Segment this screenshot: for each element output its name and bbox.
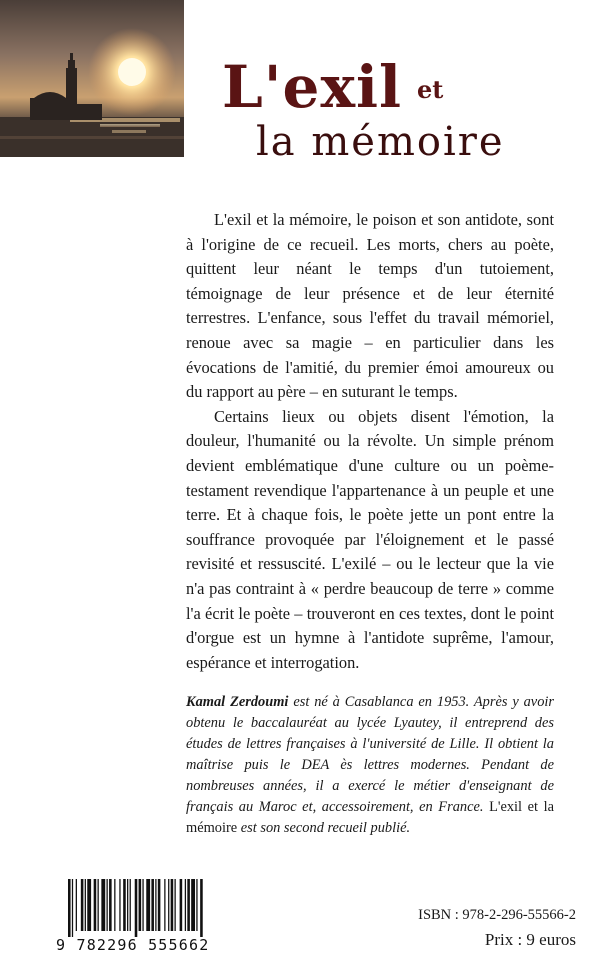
barcode-bar xyxy=(127,879,128,931)
barcode-bar xyxy=(164,879,165,931)
barcode-bar xyxy=(187,879,190,931)
barcode-bar xyxy=(109,879,112,931)
barcode-digits: 9 782296 555662 xyxy=(56,936,210,954)
title-line-2: la mémoire xyxy=(256,119,505,165)
isbn: ISBN : 978-2-296-55566-2 xyxy=(418,907,576,923)
barcode-bar xyxy=(158,879,161,931)
bio-text: est né à Casablanca en 1953. Après y avoir obtenu le baccalauréat au lycée Lyautey, il entreprend des études de lettres françaises à l'université de Lille. Il obtient la maîtrise puis le DEA ès lettres modernes. Pendant de nombreuses années, il a exercé le métier d'enseignant de français au Maroc et, accessoirement, en France. xyxy=(186,694,554,815)
barcode-bar xyxy=(151,879,154,931)
barcode-bar xyxy=(200,879,203,937)
summary-paragraph: L'exil et la mémoire, le poison et son antidote, sont à l'origine de ce recueil. Les morts, chers au poète, quittent leur néant le temps d'un tutoiement, témoignage de leur présence et de leur éternité terrestres. L'enfance, sous l'effet du travail mémoriel, renoue avec sa magie – en particulier dans les évocations de l'amitié, du premier émoi amoureux ou du rapport au père – en suturant le temps. xyxy=(186,210,554,402)
barcode-bar xyxy=(185,879,186,931)
barcode-bar xyxy=(119,879,120,931)
barcode-bar xyxy=(146,879,150,931)
barcode-bar xyxy=(98,879,99,931)
barcode-bar xyxy=(94,879,97,931)
barcode-bar xyxy=(171,879,174,931)
author-name: Kamal Zerdoumi xyxy=(186,694,289,710)
barcode-bar xyxy=(174,879,175,931)
barcode-bar xyxy=(135,879,138,937)
barcode xyxy=(56,879,210,959)
barcode-bar xyxy=(196,879,197,931)
price: Prix : 9 euros xyxy=(484,930,576,949)
barcode-bar xyxy=(168,879,169,931)
title-line-1: L'exil xyxy=(222,53,403,121)
bio-text-end: est son second recueil publié. xyxy=(237,820,411,836)
barcode-bar xyxy=(139,879,142,931)
summary-paragraph: Certains lieux ou objets disent l'émotion, la douleur, l'humanité ou la révolte. Un simple prénom devient emblématique d'une culture ou un poème-testament revendique l'appartenance à un peuple et une terre. Et à chaque fois, le poète jette un pont entre la souffrance provoquée par l'éloignement et le passé revisité et ressuscité. L'exilé – ou le lecteur que la vie n'a pas contraint à « perdre beaucoup de terre » comme l'a écrit le poète – trouveront en ces textes, dont le point d'orgue est un hymne à l'antidote suprême, l'amour, espérance et interrogation. xyxy=(186,406,554,672)
barcode-bar xyxy=(85,879,86,931)
barcode-bar xyxy=(81,879,84,931)
barcode-bar xyxy=(142,879,143,931)
barcode-bar xyxy=(114,879,115,931)
barcode-bar xyxy=(106,879,107,931)
book-title xyxy=(222,53,602,168)
cover-photo xyxy=(0,0,184,157)
title-conjunction: et xyxy=(417,75,444,104)
barcode-bar xyxy=(87,879,91,931)
barcode-bar xyxy=(76,879,77,931)
summary-text xyxy=(186,208,554,675)
barcode-bar xyxy=(155,879,156,931)
bio-book-title: L'exil et la mémoire xyxy=(186,799,554,836)
barcode-bar xyxy=(191,879,195,931)
barcode-bar xyxy=(101,879,105,931)
barcode-bar xyxy=(180,879,183,931)
barcode-bar xyxy=(123,879,126,931)
barcode-bars xyxy=(68,879,204,937)
barcode-bar xyxy=(130,879,131,931)
author-bio xyxy=(186,692,554,839)
barcode-bar xyxy=(68,879,71,937)
barcode-bar xyxy=(72,879,73,937)
